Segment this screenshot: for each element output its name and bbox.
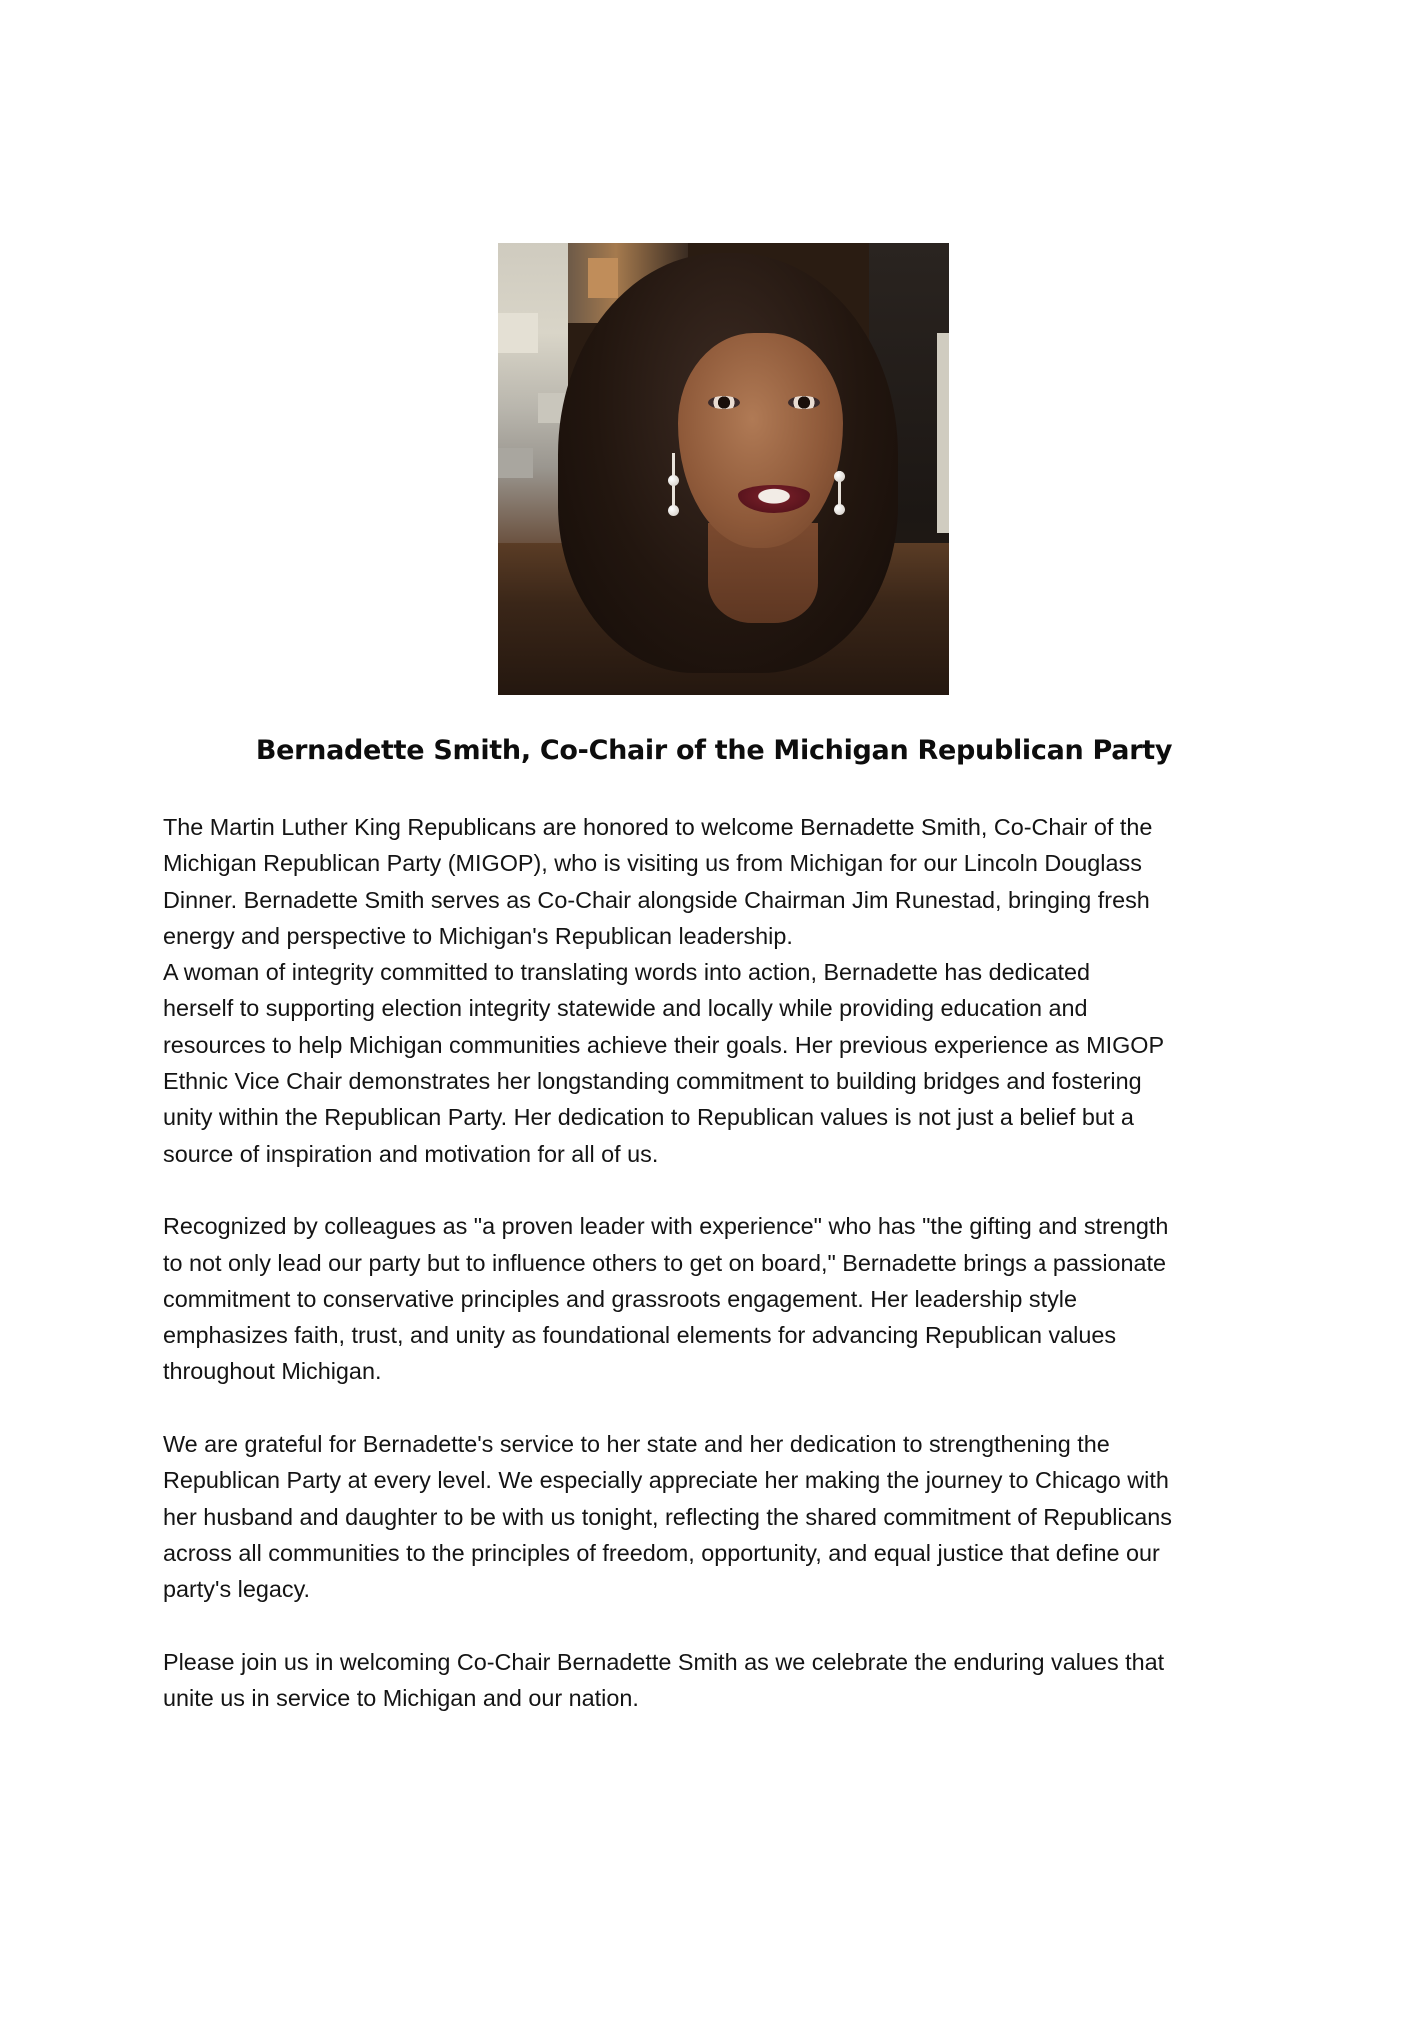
text-line: emphasizes faith, trust, and unity as foundational elements for advancing Republican values — [163, 1322, 1117, 1349]
paragraph-intro — [163, 809, 1293, 1172]
text-line: source of inspiration and motivation for all of us. — [163, 1140, 659, 1167]
paragraph-gratitude — [163, 1426, 1293, 1607]
portrait-photo — [498, 243, 949, 695]
photo-eye-left — [708, 396, 740, 409]
text-line: herself to supporting election integrity statewide and locally while providing education and — [163, 995, 1088, 1022]
paragraph-closing — [163, 1644, 1293, 1717]
text-line: to not only lead our party but to influence others to get on board," Bernadette brings a passionate — [163, 1249, 1167, 1276]
text-line: The Martin Luther King Republicans are honored to welcome Bernadette Smith, Co-Chair of the — [163, 814, 1153, 840]
text-line: unite us in service to Michigan and our nation. — [163, 1685, 639, 1712]
page-title: Bernadette Smith, Co-Chair of the Michigan Republican Party — [255, 735, 1173, 766]
text-line: commitment to conservative principles and grassroots engagement. Her leadership style — [163, 1285, 1077, 1312]
text-line: Please join us in welcoming Co-Chair Bernadette Smith as we celebrate the enduring values that — [163, 1648, 1165, 1675]
text-line: throughout Michigan. — [163, 1358, 382, 1385]
text-line: resources to help Michigan communities achieve their goals. Her previous experience as MIGOP — [163, 1031, 1165, 1058]
text-line: Michigan Republican Party (MIGOP), who is visiting us from Michigan for our Lincoln Douglass — [163, 850, 1142, 877]
text-line: party's legacy. — [163, 1576, 311, 1603]
pearl-earring-left — [672, 453, 675, 513]
photo-background-tile — [498, 448, 533, 478]
photo-background-tile — [498, 313, 538, 353]
text-line: her husband and daughter to be with us tonight, reflecting the shared commitment of Republicans — [163, 1503, 1173, 1530]
text-line: Dinner. Bernadette Smith serves as Co-Chair alongside Chairman Jim Runestad, bringing fresh — [163, 886, 1150, 913]
text-line: unity within the Republican Party. Her dedication to Republican values is not just a belief but a — [163, 1104, 1134, 1131]
text-line: Republican Party at every level. We especially appreciate her making the journey to Chicago with — [163, 1467, 1169, 1494]
text-line: across all communities to the principles of freedom, opportunity, and equal justice that define our — [163, 1539, 1160, 1566]
body-text — [163, 809, 1293, 1753]
text-line: energy and perspective to Michigan's Republican leadership. — [163, 922, 793, 949]
photo-background-edge — [937, 333, 949, 533]
pearl-earring-right — [838, 471, 841, 511]
text-line: A woman of integrity committed to translating words into action, Bernadette has dedicated — [163, 959, 1091, 986]
text-line: Ethnic Vice Chair demonstrates her longstanding commitment to building bridges and fostering — [163, 1068, 1142, 1095]
photo-eye-right — [788, 396, 820, 409]
text-line: Recognized by colleagues as "a proven leader with experience" who has "the gifting and strength — [163, 1213, 1169, 1240]
text-line: We are grateful for Bernadette's service to her state and her dedication to strengthening the — [163, 1431, 1110, 1458]
paragraph-recognition — [163, 1208, 1293, 1389]
photo-background-tile — [588, 258, 618, 298]
